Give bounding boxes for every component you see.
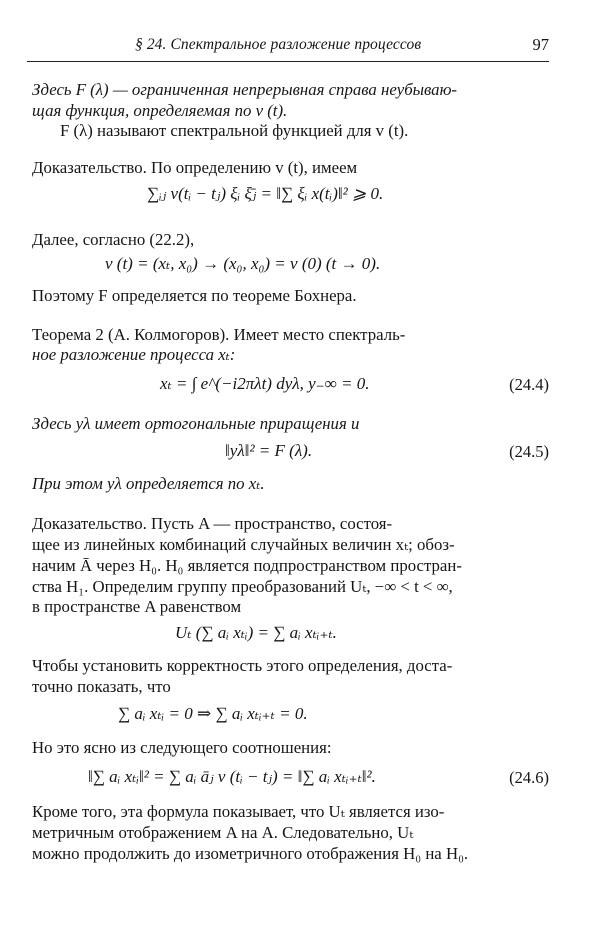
text-line: Далее, согласно (22.2), [32,230,195,249]
text-line: в пространстве A равенством [32,597,242,616]
text-line: точно показать, что [32,677,171,696]
running-head: § 24. Спектральное разложение процессов [135,36,422,53]
formula-implication: ∑ aᵢ xₜᵢ = 0 ⇒ ∑ aᵢ xₜᵢ₊ₜ = 0. [118,704,308,723]
text-line: можно продолжить до изометричного отображения H₀ на H₀. [32,844,469,863]
text-line: Поэтому F определяется по теореме Бохнера. [32,286,357,305]
text-line: При этом yλ определяется по xₜ. [32,474,265,493]
text-line: начим Ā через H₀. H₀ является подпространством простран- [32,556,462,575]
text-line: Доказательство. По определению v (t), имеем [32,158,358,177]
text-line: Чтобы установить корректность этого определения, доста- [32,656,453,675]
page-header [27,32,549,60]
formula-sum-positive: ∑ᵢⱼ v(tᵢ − tⱼ) ξᵢ ξ̄ⱼ = ‖∑ ξᵢ x(tᵢ)‖² ⩾ 0. [147,184,384,203]
text-line: щая функция, определяемая по v (t). [32,101,288,120]
equation-number: (24.5) [509,442,549,461]
formula-group-action: Uₜ (∑ aᵢ xₜᵢ) = ∑ aᵢ xₜᵢ₊ₜ. [175,623,337,642]
text-line: ства H₁. Определим группу преобразований Uₜ, −∞ < t < ∞, [32,577,453,596]
text-line: F (λ) называют спектральной функцией для v (t). [60,121,409,140]
header-rule [27,61,549,62]
equation-number: (24.4) [509,375,549,394]
text-line: Кроме того, эта формула показывает, что Uₜ является изо- [32,802,445,821]
text-line: Доказательство. Пусть A — пространство, состоя- [32,514,393,533]
formula-limit: v (t) = (xₜ, x₀) → (x₀, x₀) = v (0) (t → 0). [105,254,381,273]
text-line: ное разложение процесса xₜ: [32,345,236,364]
text-line: Здесь F (λ) — ограниченная непрерывная справа неубываю- [32,80,457,99]
equation-number: (24.6) [509,768,549,787]
formula-increment-norm: ‖yλ‖² = F (λ). [225,441,313,460]
formula-spectral-decomposition: xₜ = ∫ e^(−i2πλt) dyλ, y₋∞ = 0. [160,374,370,393]
page-number: 97 [532,35,549,54]
text-line: Но это ясно из следующего соотношения: [32,738,332,757]
text-line: метричным отображением A на A. Следовательно, Uₜ [32,823,414,842]
text-line: Здесь yλ имеет ортогональные приращения и [32,414,360,433]
text-line: Теорема 2 (А. Колмогоров). Имеет место спектраль- [32,325,406,344]
text-line: щее из линейных комбинаций случайных величин xₜ; обоз- [32,535,455,554]
formula-isometry: ‖∑ aᵢ xₜᵢ‖² = ∑ aᵢ āⱼ v (tᵢ − tⱼ) = ‖∑ aᵢ xₜᵢ₊ₜ‖². [88,767,376,786]
